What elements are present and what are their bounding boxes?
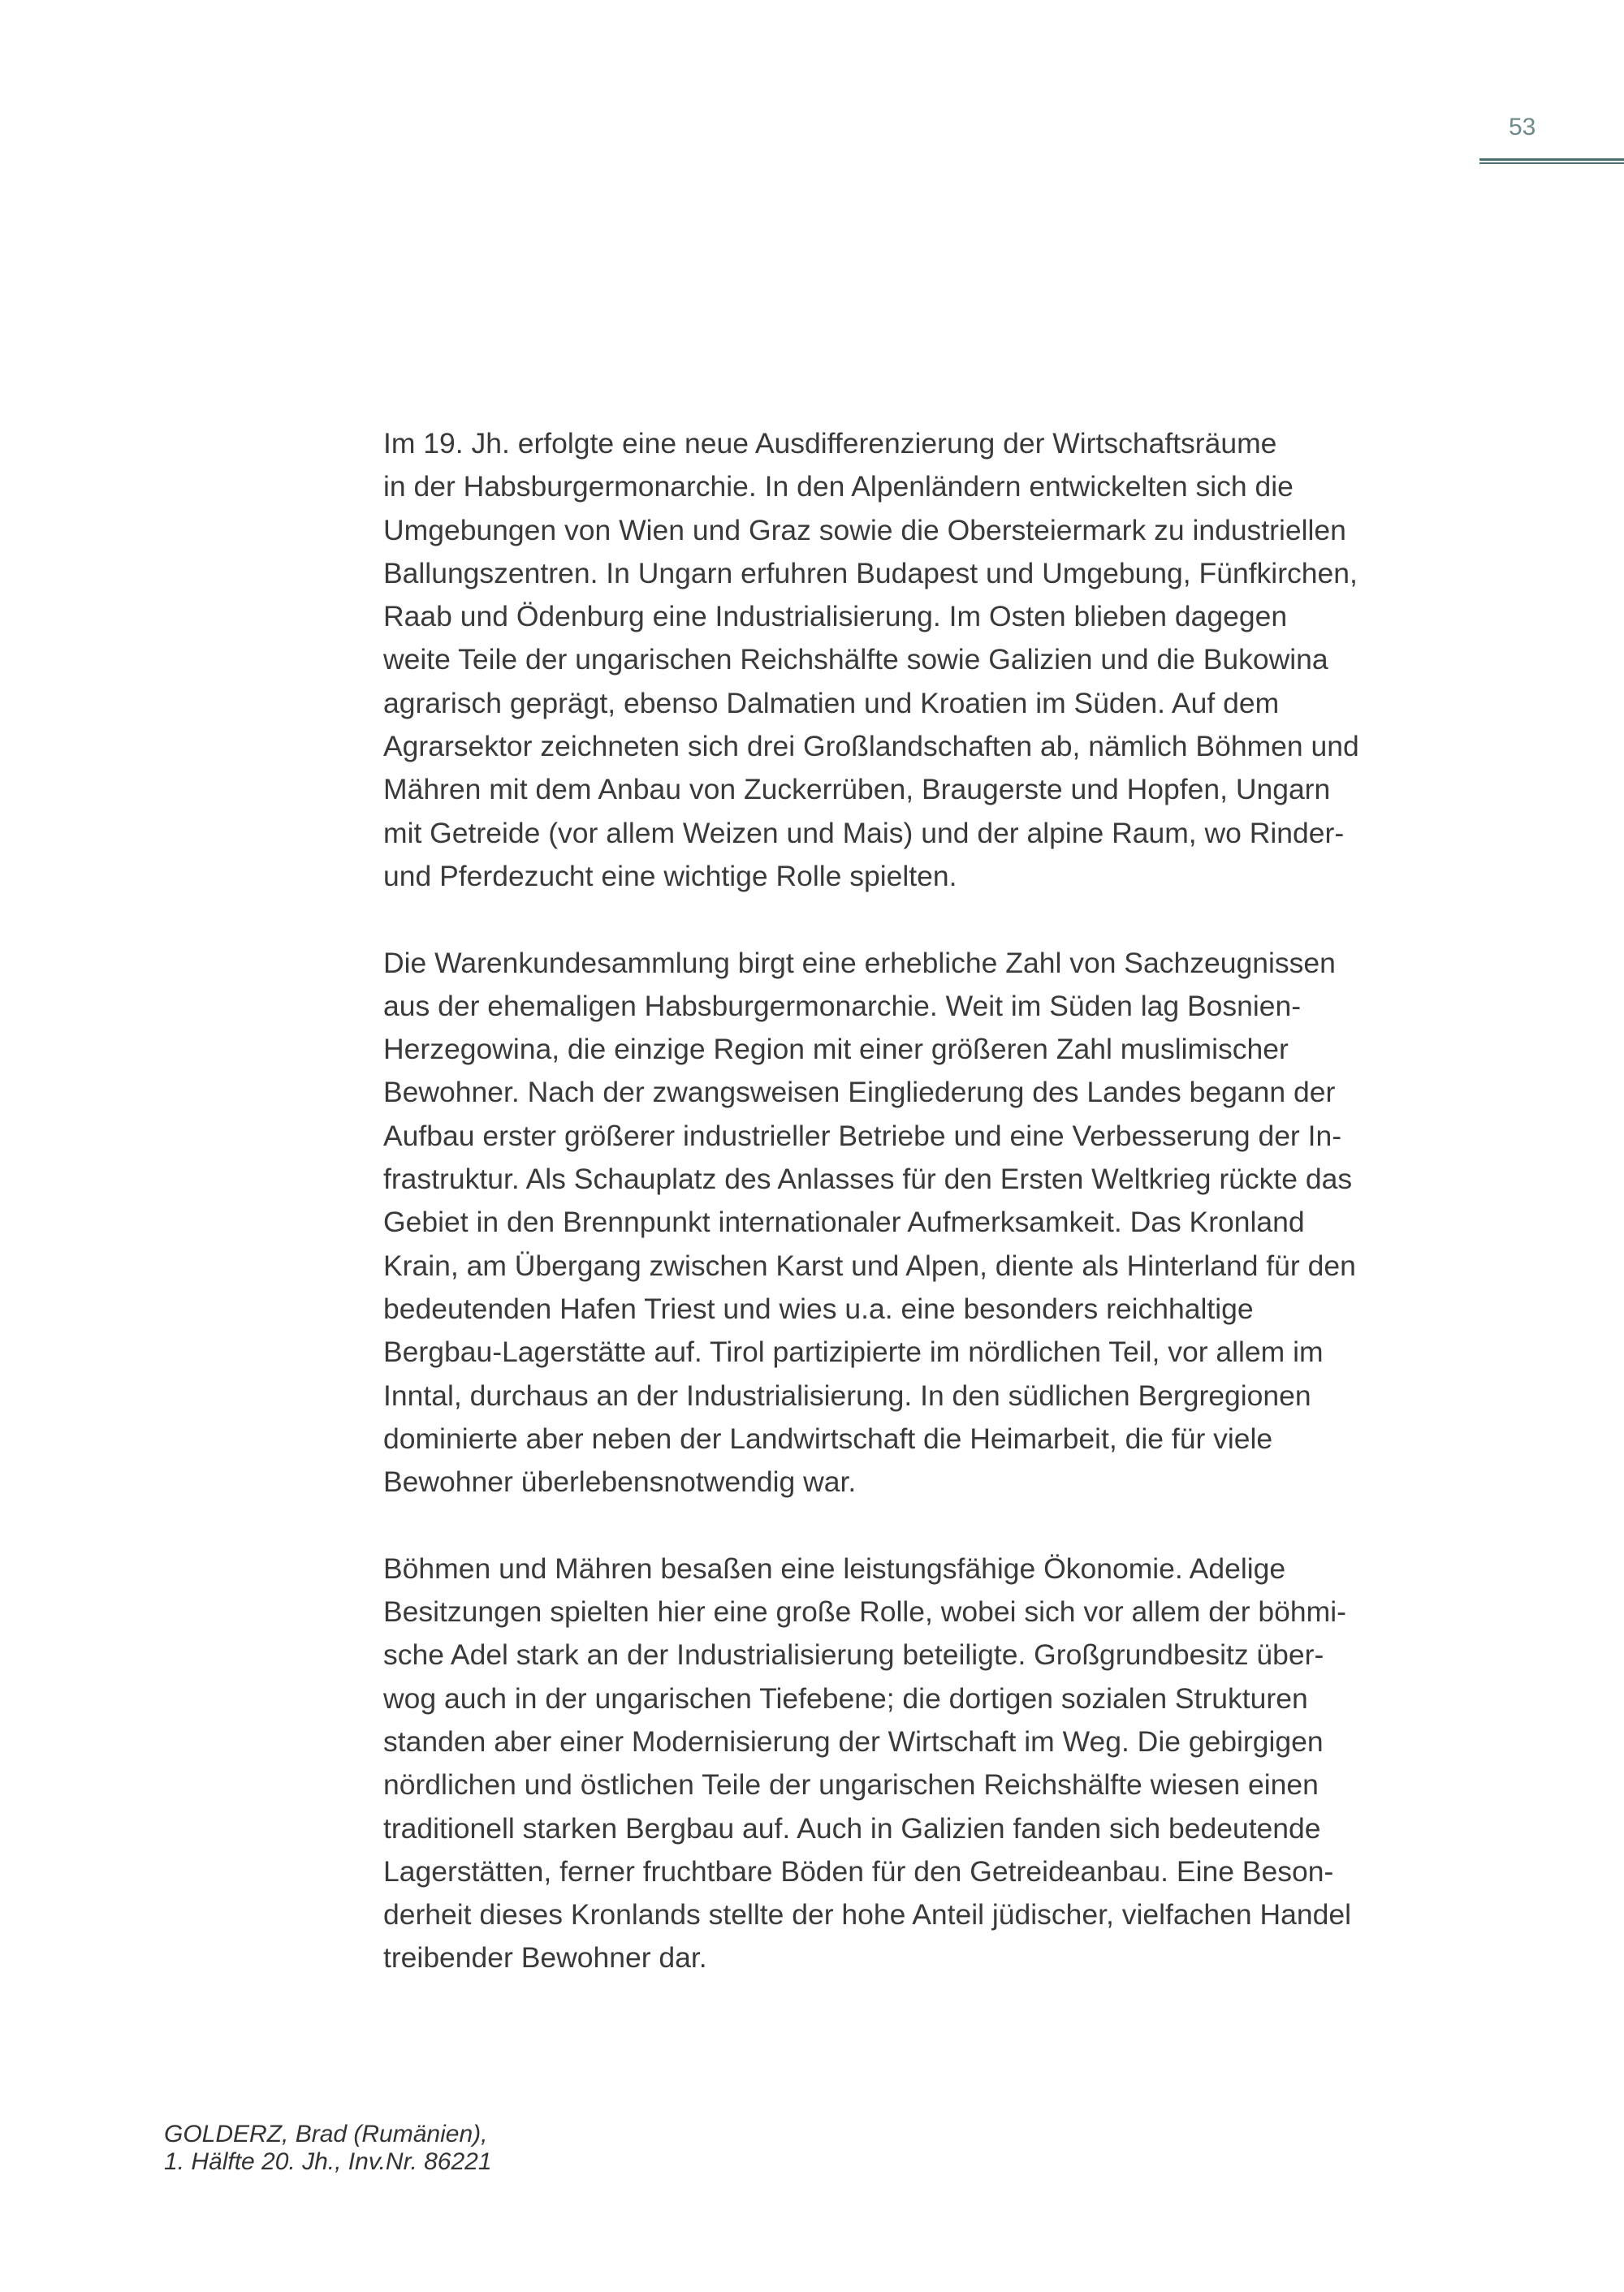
- text-line: Besitzungen spielten hier eine große Rolle, wobei sich vor allem der böhmi-: [383, 1595, 1346, 1629]
- text-line: Bewohner überlebensnotwendig war.: [383, 1465, 857, 1499]
- text-line: Im 19. Jh. erfolgte eine neue Ausdifferenzierung der Wirtschaftsräume: [383, 427, 1277, 460]
- text-line: weite Teile der ungarischen Reichshälfte sowie Galizien und die Bukowina: [383, 643, 1328, 676]
- text-line: Lagerstätten, ferner fruchtbare Böden für den Getreideanbau. Eine Beson-: [383, 1854, 1334, 1888]
- paragraph: [383, 1547, 1471, 1980]
- paragraph: [383, 422, 1471, 898]
- text-line: derheit dieses Kronlands stellte der hohe Anteil jüdischer, vielfachen Handel: [383, 1898, 1351, 1932]
- text-line: Gebiet in den Brennpunkt internationaler Aufmerksamkeit. Das Kronland: [383, 1206, 1305, 1239]
- text-line: Die Warenkundesammlung birgt eine erhebliche Zahl von Sachzeugnissen: [383, 946, 1336, 979]
- text-line: Böhmen und Mähren besaßen eine leistungsfähige Ökonomie. Adelige: [383, 1552, 1286, 1585]
- image-caption: [164, 2121, 492, 2176]
- text-line: treibender Bewohner dar.: [383, 1941, 707, 1975]
- text-line: Bewohner. Nach der zwangsweisen Eingliederung des Landes begann der: [383, 1076, 1336, 1109]
- text-line: Umgebungen von Wien und Graz sowie die Obersteiermark zu industriellen: [383, 513, 1346, 546]
- text-line: Inntal, durchaus an der Industrialisierung. In den südlichen Bergregionen: [383, 1379, 1311, 1412]
- text-line: standen aber einer Modernisierung der Wirtschaft im Weg. Die gebirgigen: [383, 1724, 1324, 1758]
- text-line: Aufbau erster größerer industrieller Betriebe und eine Verbesserung der In-: [383, 1119, 1342, 1152]
- text-line: sche Adel stark an der Industrialisierung beteiligte. Großgrundbesitz über-: [383, 1638, 1324, 1672]
- body-text: [383, 422, 1471, 2023]
- caption-line-1: GOLDERZ, Brad (Rumänien),: [164, 2121, 488, 2147]
- text-line: aus der ehemaligen Habsburgermonarchie. Weit im Süden lag Bosnien-: [383, 989, 1302, 1022]
- text-line: Raab und Ödenburg eine Industrialisierung. Im Osten blieben dagegen: [383, 600, 1288, 633]
- text-line: mit Getreide (vor allem Weizen und Mais) und der alpine Raum, wo Rinder-: [383, 816, 1345, 849]
- header-rule: [1479, 158, 1624, 161]
- text-line: Bergbau-Lagerstätte auf. Tirol partizipierte im nördlichen Teil, vor allem im: [383, 1336, 1324, 1369]
- text-line: agrarisch geprägt, ebenso Dalmatien und Kroatien im Süden. Auf dem: [383, 686, 1280, 719]
- text-line: Krain, am Übergang zwischen Karst und Alpen, diente als Hinterland für den: [383, 1249, 1356, 1282]
- text-line: und Pferdezucht eine wichtige Rolle spielten.: [383, 859, 957, 892]
- text-line: nördlichen und östlichen Teile der ungarischen Reichshälfte wiesen einen: [383, 1768, 1319, 1802]
- text-line: frastruktur. Als Schauplatz des Anlasses für den Ersten Weltkrieg rückte das: [383, 1163, 1353, 1196]
- text-line: Ballungszentren. In Ungarn erfuhren Budapest und Umgebung, Fünfkirchen,: [383, 556, 1358, 589]
- text-line: in der Habsburgermonarchie. In den Alpenländern entwickelten sich die: [383, 470, 1294, 503]
- text-line: traditionell starken Bergbau auf. Auch in Galizien fanden sich bedeutende: [383, 1811, 1321, 1845]
- text-line: Agrarsektor zeichneten sich drei Großlandschaften ab, nämlich Böhmen und: [383, 730, 1359, 763]
- caption-line-2: 1. Hälfte 20. Jh., Inv.Nr. 86221: [164, 2148, 492, 2175]
- text-line: Mähren mit dem Anbau von Zuckerrüben, Braugerste und Hopfen, Ungarn: [383, 773, 1331, 806]
- text-line: dominierte aber neben der Landwirtschaft die Heimarbeit, die für viele: [383, 1422, 1273, 1455]
- paragraph: [383, 942, 1471, 1504]
- text-line: Herzegowina, die einzige Region mit einer größeren Zahl muslimischer: [383, 1033, 1289, 1066]
- text-line: wog auch in der ungarischen Tiefebene; die dortigen sozialen Strukturen: [383, 1681, 1308, 1715]
- page-number: 53: [1509, 114, 1536, 140]
- text-line: bedeutenden Hafen Triest und wies u.a. eine besonders reichhaltige: [383, 1292, 1254, 1325]
- header-rule-secondary: [1479, 162, 1624, 164]
